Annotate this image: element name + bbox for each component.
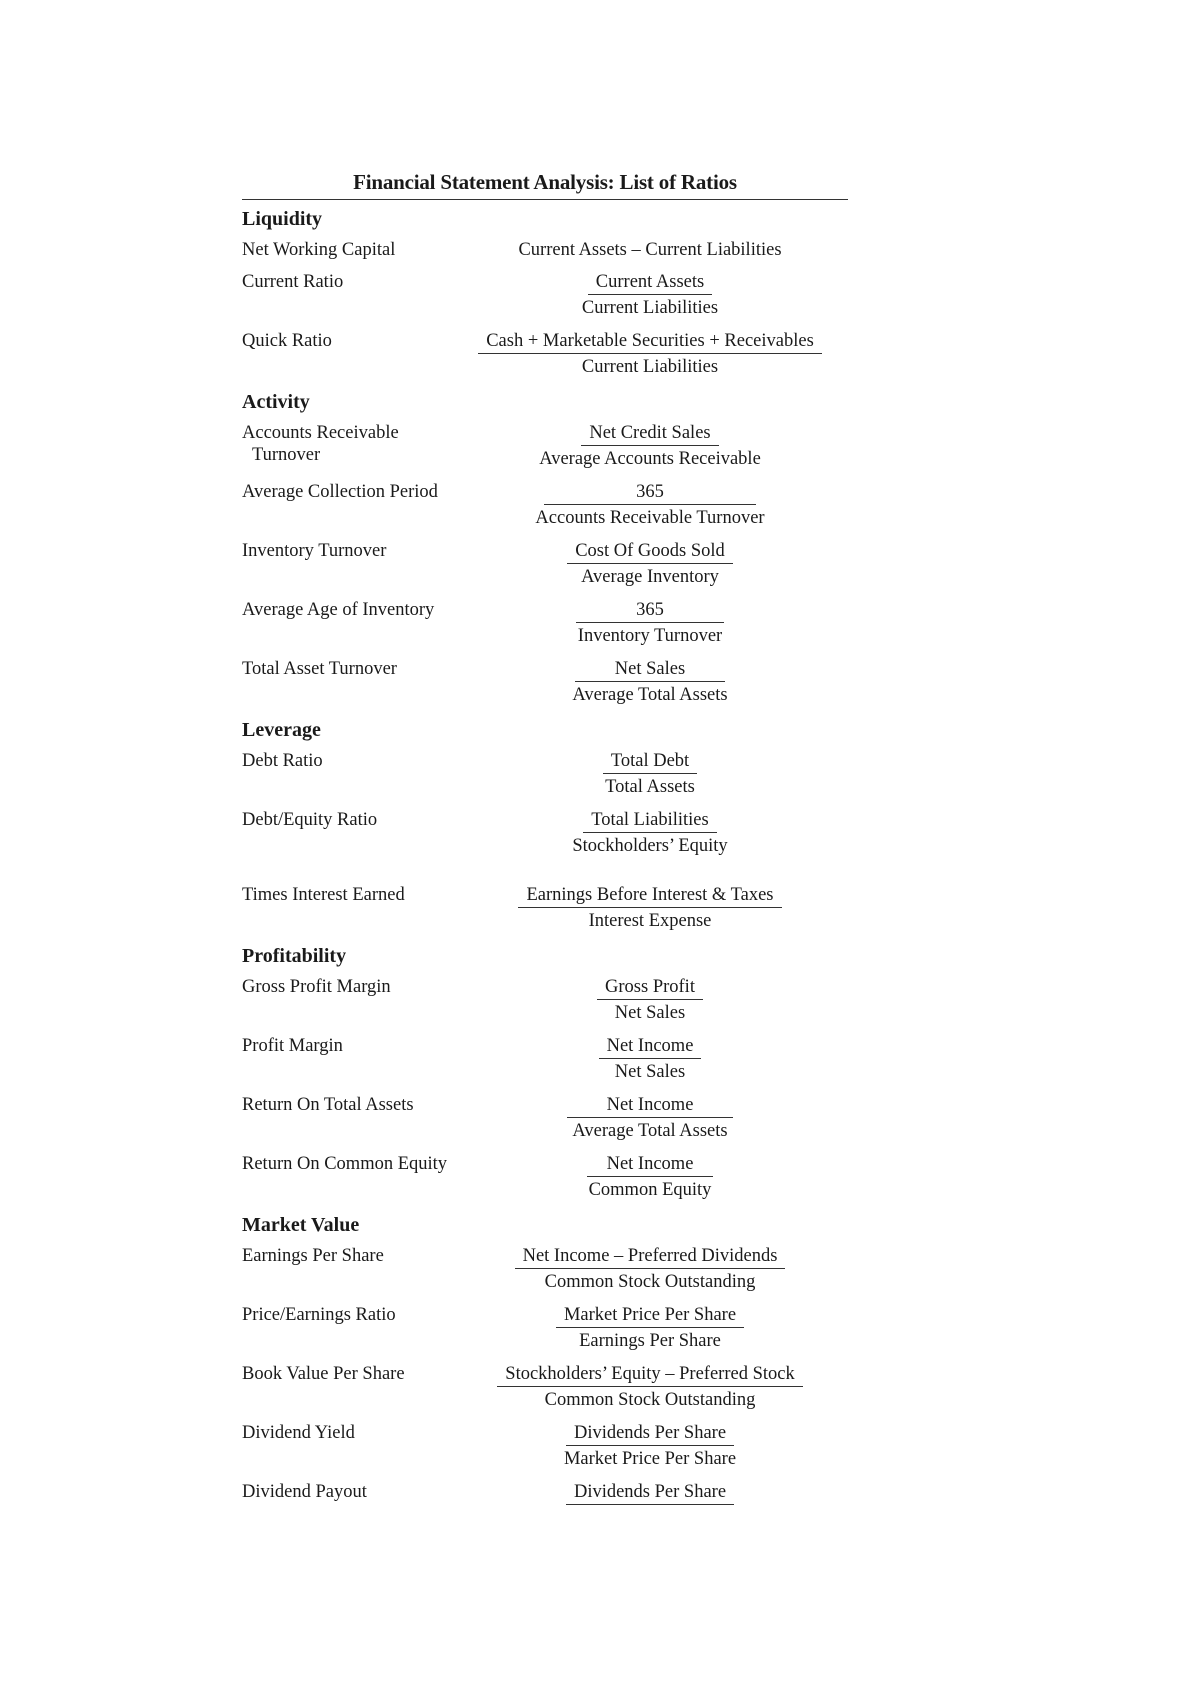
ratio-row-gross-profit-margin	[242, 976, 848, 1025]
numerator: Gross Profit	[597, 976, 703, 1000]
ratio-label: Dividend Payout	[242, 1482, 367, 1502]
numerator: Net Income – Preferred Dividends	[515, 1245, 786, 1269]
ratio-label: Debt Ratio	[242, 751, 323, 771]
ratio-row-quick-ratio	[242, 330, 848, 379]
numerator: Cost Of Goods Sold	[567, 540, 733, 564]
ratio-label-line2: Turnover	[252, 445, 321, 465]
fraction	[576, 599, 724, 648]
ratio-formula	[452, 1035, 848, 1084]
denominator: Interest Expense	[588, 911, 712, 931]
ratio-label: Return On Common Equity	[242, 1154, 448, 1174]
denominator: Common Stock Outstanding	[544, 1390, 756, 1410]
ratio-row-total-asset-turnover	[242, 658, 848, 707]
numerator: Net Income	[587, 1153, 714, 1177]
ratio-label: Total Asset Turnover	[242, 659, 397, 679]
denominator: Accounts Receivable Turnover	[535, 508, 765, 528]
fraction	[572, 809, 727, 858]
numerator: Net Income	[599, 1035, 702, 1059]
ratio-formula	[452, 884, 848, 933]
fraction	[518, 884, 781, 933]
ratio-formula	[452, 330, 848, 379]
fraction	[599, 1035, 702, 1084]
denominator: Total Assets	[605, 777, 695, 797]
ratio-formula	[452, 1304, 848, 1353]
denominator: Current Liabilities	[581, 298, 719, 318]
denominator: Common Stock Outstanding	[544, 1272, 756, 1292]
ratio-formula	[452, 271, 848, 320]
denominator: Average Inventory	[581, 567, 719, 587]
ratio-formula	[452, 1094, 848, 1143]
ratio-label: Book Value Per Share	[242, 1364, 405, 1384]
numerator: Dividends Per Share	[566, 1481, 734, 1505]
ratio-formula	[452, 422, 848, 471]
fraction	[603, 750, 697, 799]
fraction	[539, 422, 761, 471]
section-heading-leverage: Leverage	[242, 719, 321, 741]
ratio-row-debt-ratio	[242, 750, 848, 799]
fraction	[535, 481, 764, 530]
fraction	[582, 271, 718, 320]
denominator: Common Equity	[588, 1180, 712, 1200]
fraction	[564, 1422, 736, 1471]
denominator: Net Sales	[614, 1062, 686, 1082]
fraction	[497, 1363, 802, 1412]
ratio-formula	[452, 1422, 848, 1471]
denominator: Market Price Per Share	[563, 1449, 737, 1469]
fraction	[566, 1481, 734, 1505]
fraction	[587, 1153, 714, 1202]
ratio-label	[242, 422, 452, 466]
numerator: 365	[544, 481, 756, 505]
ratio-formula	[452, 1481, 848, 1505]
ratio-label: Earnings Per Share	[242, 1246, 384, 1266]
denominator: Average Total Assets	[572, 1121, 728, 1141]
fraction	[572, 658, 727, 707]
numerator: Total Liabilities	[583, 809, 716, 833]
ratio-label: Return On Total Assets	[242, 1095, 414, 1115]
ratio-row-net-working-capital	[242, 239, 848, 261]
numerator: 365	[576, 599, 724, 623]
ratio-label: Net Working Capital	[242, 240, 396, 260]
section-heading-liquidity: Liquidity	[242, 208, 323, 230]
denominator: Stockholders’ Equity	[572, 836, 728, 856]
denominator: Average Accounts Receivable	[539, 449, 761, 469]
denominator: Net Sales	[614, 1003, 686, 1023]
ratio-row-ar-turnover	[242, 422, 848, 471]
ratio-row-return-on-common-equity	[242, 1153, 848, 1202]
ratio-row-dividend-payout	[242, 1481, 848, 1505]
denominator: Current Liabilities	[581, 357, 719, 377]
ratio-label: Inventory Turnover	[242, 541, 387, 561]
ratio-formula	[452, 1363, 848, 1412]
ratios-document	[242, 168, 848, 1515]
ratio-row-times-interest-earned	[242, 884, 848, 933]
ratio-label: Debt/Equity Ratio	[242, 810, 378, 830]
formula-text: Current Assets – Current Liabilities	[518, 240, 782, 260]
ratio-formula	[452, 750, 848, 799]
ratio-row-earnings-per-share	[242, 1245, 848, 1294]
numerator: Earnings Before Interest & Taxes	[518, 884, 781, 908]
ratio-label: Quick Ratio	[242, 331, 332, 351]
ratio-label: Average Age of Inventory	[242, 600, 435, 620]
ratio-label: Times Interest Earned	[242, 885, 405, 905]
denominator: Earnings Per Share	[579, 1331, 721, 1351]
numerator: Total Debt	[603, 750, 697, 774]
ratio-row-average-collection-period	[242, 481, 848, 530]
numerator: Current Assets	[588, 271, 712, 295]
ratio-row-dividend-yield	[242, 1422, 848, 1471]
ratio-row-return-on-total-assets	[242, 1094, 848, 1143]
ratio-formula	[452, 481, 848, 530]
ratio-formula	[452, 239, 848, 261]
ratio-label-line1: Accounts Receivable	[242, 423, 399, 443]
denominator: Average Total Assets	[572, 685, 728, 705]
ratio-label: Dividend Yield	[242, 1423, 355, 1443]
denominator: Inventory Turnover	[577, 626, 723, 646]
ratio-row-profit-margin	[242, 1035, 848, 1084]
numerator: Net Sales	[575, 658, 725, 682]
fraction	[567, 540, 733, 589]
ratio-label: Price/Earnings Ratio	[242, 1305, 396, 1325]
section-heading-activity: Activity	[242, 391, 310, 413]
document-title: Financial Statement Analysis: List of Ratios	[242, 168, 848, 200]
ratio-row-price-earnings-ratio	[242, 1304, 848, 1353]
ratio-formula	[452, 599, 848, 648]
ratio-formula	[452, 540, 848, 589]
fraction	[478, 330, 822, 379]
ratio-label: Current Ratio	[242, 272, 344, 292]
numerator: Dividends Per Share	[566, 1422, 734, 1446]
numerator: Cash + Marketable Securities + Receivables	[478, 330, 822, 354]
ratio-formula	[452, 809, 848, 858]
numerator: Stockholders’ Equity – Preferred Stock	[497, 1363, 802, 1387]
ratio-row-book-value-per-share	[242, 1363, 848, 1412]
ratio-row-debt-equity-ratio	[242, 809, 848, 858]
numerator: Net Credit Sales	[581, 422, 718, 446]
fraction	[597, 976, 703, 1025]
ratio-formula	[452, 1153, 848, 1202]
ratio-label: Profit Margin	[242, 1036, 343, 1056]
ratio-row-current-ratio	[242, 271, 848, 320]
ratio-formula	[452, 658, 848, 707]
section-heading-market-value: Market Value	[242, 1214, 360, 1236]
ratio-formula	[452, 976, 848, 1025]
ratio-label: Gross Profit Margin	[242, 977, 391, 997]
ratio-formula	[452, 1245, 848, 1294]
ratio-label: Average Collection Period	[242, 482, 438, 502]
ratio-row-inventory-turnover	[242, 540, 848, 589]
section-heading-profitability: Profitability	[242, 945, 347, 967]
numerator: Net Income	[567, 1094, 734, 1118]
numerator: Market Price Per Share	[556, 1304, 744, 1328]
ratio-row-average-age-of-inventory	[242, 599, 848, 648]
fraction	[515, 1245, 786, 1294]
fraction	[556, 1304, 744, 1353]
fraction	[567, 1094, 734, 1143]
